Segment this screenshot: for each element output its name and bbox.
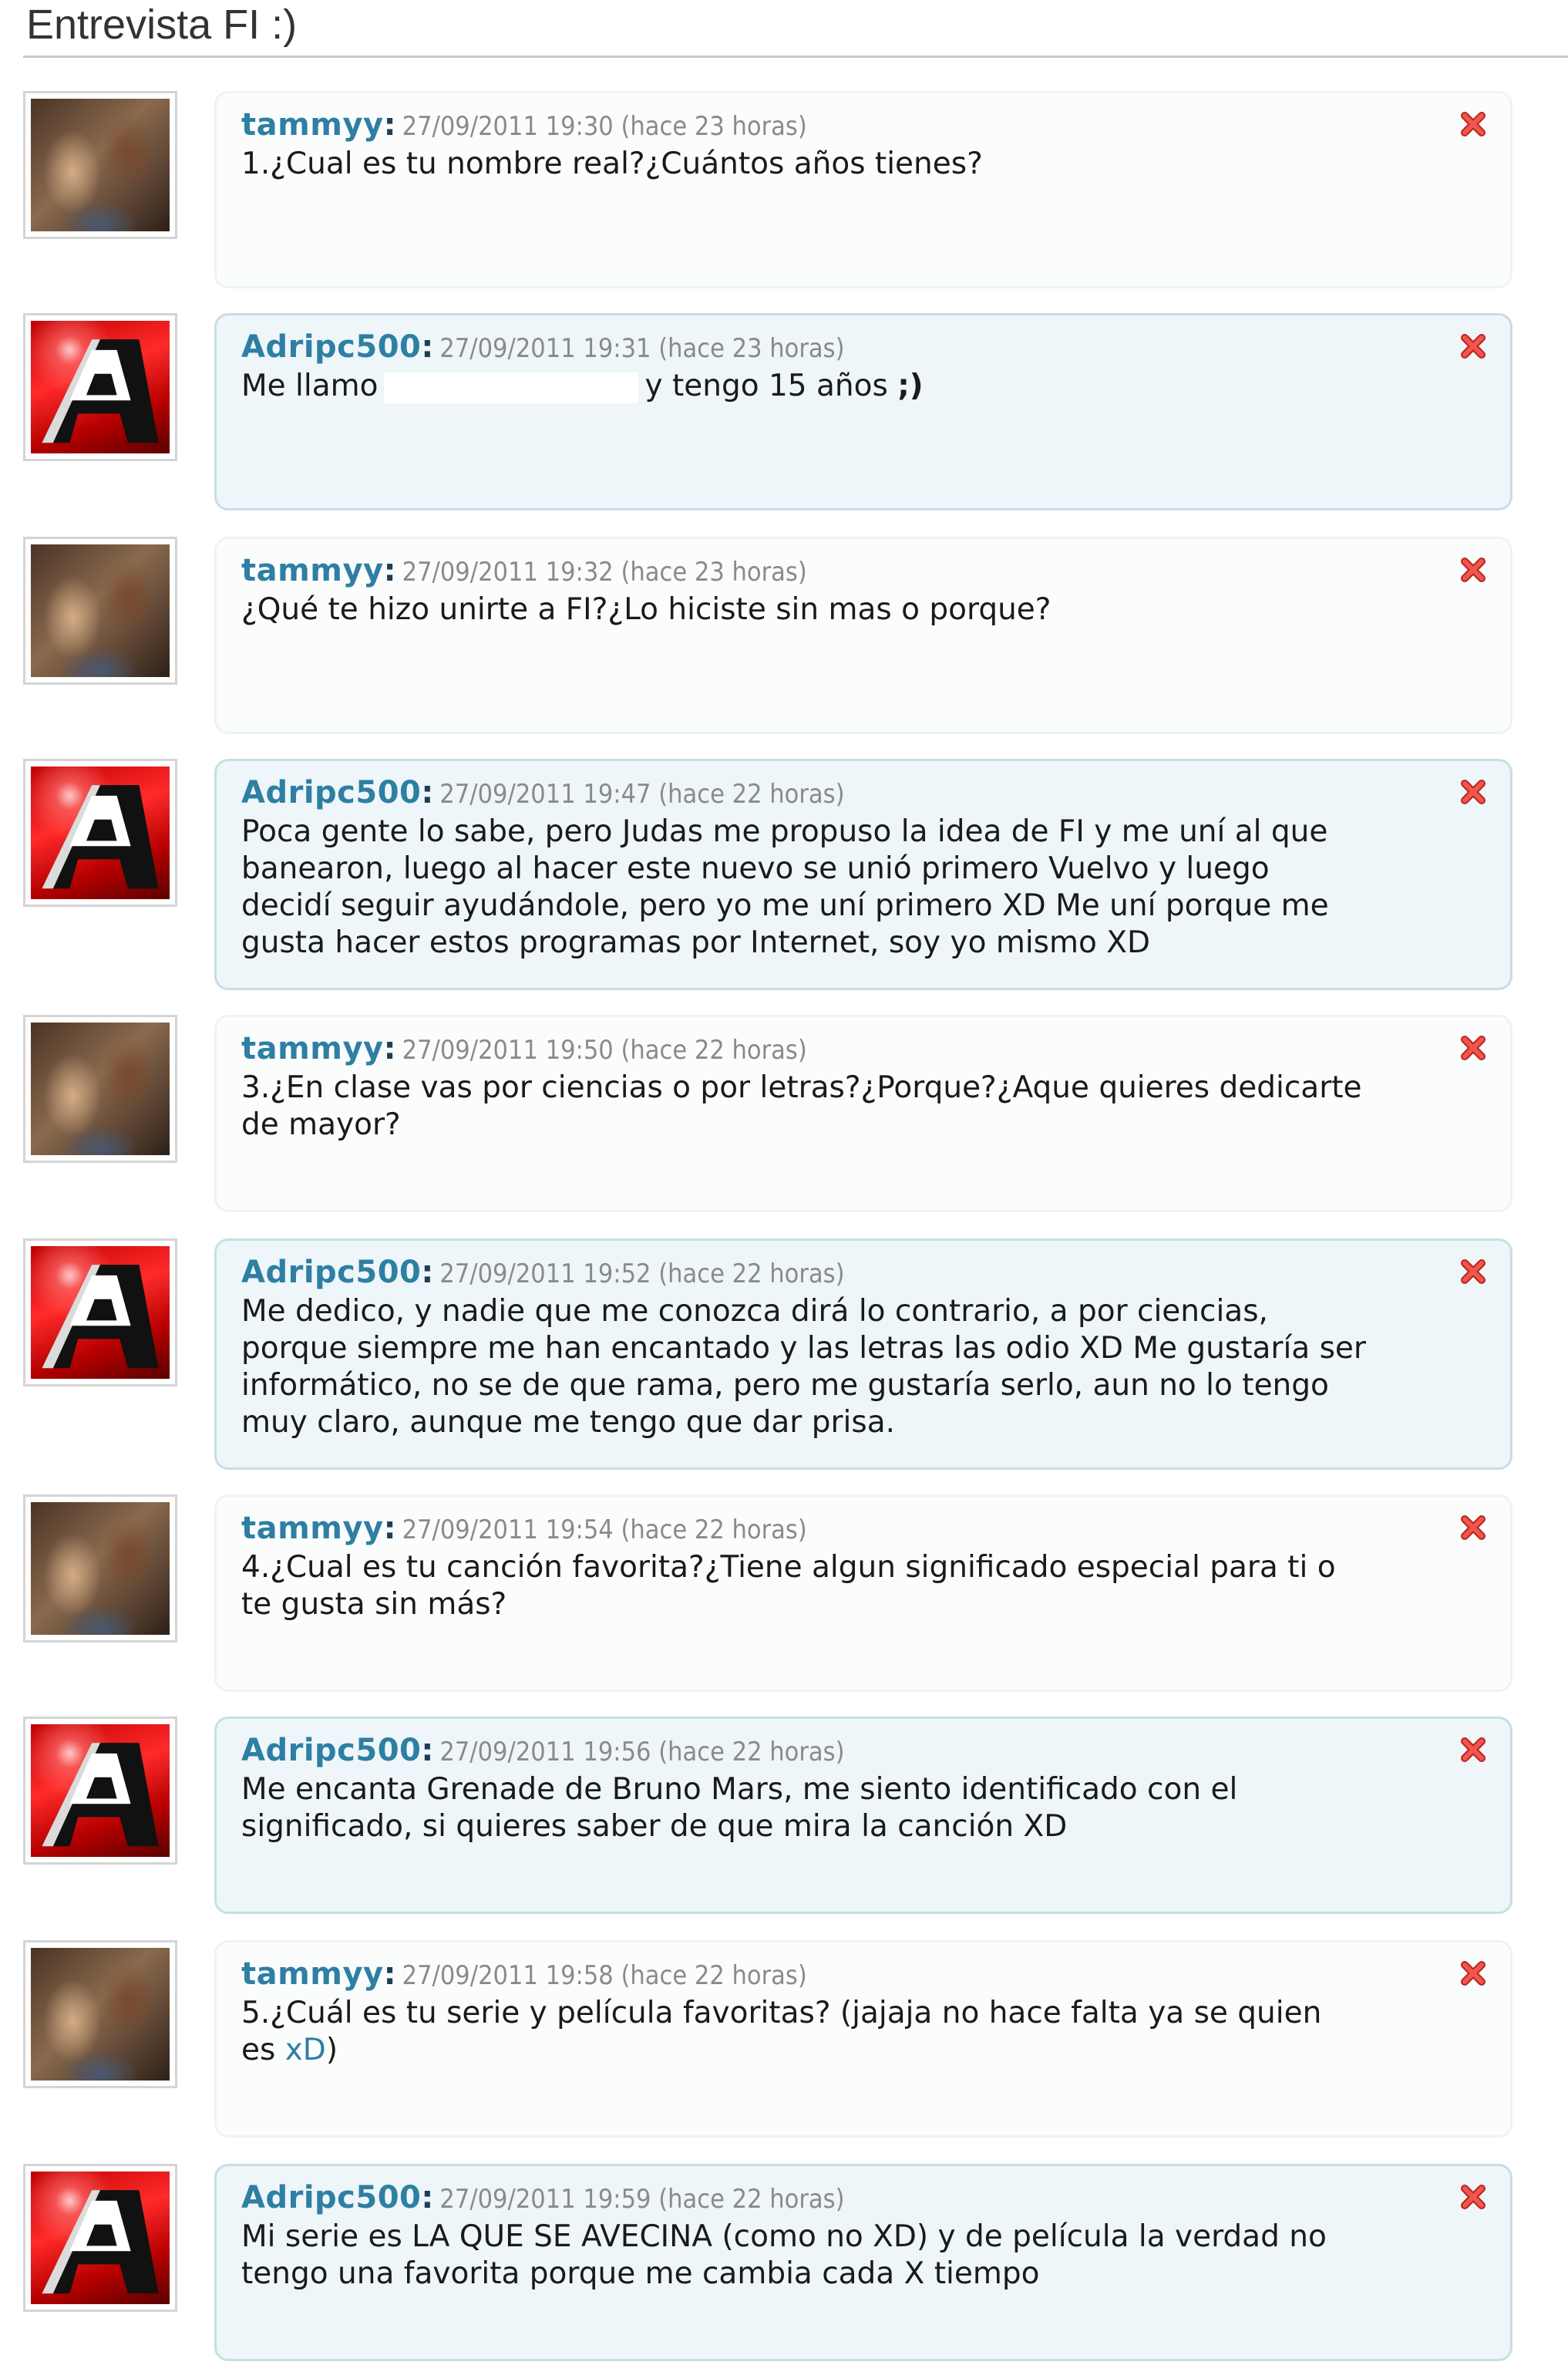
author-separator: :	[421, 1733, 434, 1768]
comment-item	[0, 91, 1568, 299]
delete-icon[interactable]	[1458, 554, 1489, 585]
comment-timestamp: 27/09/2011 19:50 (hace 22 horas)	[402, 1035, 807, 1066]
comment-timestamp: 27/09/2011 19:58 (hace 22 horas)	[402, 1960, 807, 1991]
author-separator: :	[383, 1031, 396, 1066]
avatar[interactable]	[23, 313, 177, 461]
comment-text-content: ¿Qué te hizo unirte a FI?¿Lo hiciste sin mas o porque?	[241, 592, 1052, 627]
author-separator: :	[383, 553, 396, 588]
author-link[interactable]: tammyy	[241, 1031, 384, 1066]
comment-bubble	[214, 1015, 1512, 1212]
comment-text-content: Me dedico, y nadie que me conozca dirá lo contrario, a por ciencias, porque siempre me han encantado y las letras las odio XD Me gustaría ser informático, no se de que rama, pero me gustaría serlo, aun no lo tengo muy claro, aunque me tengo que dar prisa.	[241, 1294, 1366, 1440]
delete-icon[interactable]	[1458, 1958, 1489, 1989]
comment-text	[241, 1995, 1498, 2069]
author-link[interactable]: tammyy	[241, 107, 384, 143]
avatar-image-adripc500	[31, 767, 170, 899]
avatar[interactable]	[23, 1940, 177, 2088]
comment-text	[241, 2219, 1498, 2293]
comment-timestamp: 27/09/2011 19:59 (hace 22 horas)	[439, 2184, 845, 2215]
avatar[interactable]	[23, 1238, 177, 1386]
comment-header	[241, 1956, 807, 1992]
comment-header	[241, 553, 807, 588]
comment-header	[241, 2180, 845, 2215]
delete-icon[interactable]	[1458, 109, 1489, 140]
avatar[interactable]	[23, 1494, 177, 1643]
comment-item	[0, 1940, 1568, 2148]
avatar[interactable]	[23, 91, 177, 239]
comment-header	[241, 1255, 845, 1290]
comment-text	[241, 814, 1498, 962]
comment-text-end: y tengo 15 años	[644, 369, 898, 403]
avatar-image-tammyy	[31, 1502, 170, 1635]
comment-timestamp: 27/09/2011 19:30 (hace 23 horas)	[402, 111, 807, 142]
comment-bubble	[214, 313, 1512, 510]
comment-bubble	[214, 1494, 1512, 1692]
comment-item	[0, 759, 1568, 967]
comment-item	[0, 313, 1568, 521]
comment-header	[241, 1733, 845, 1768]
avatar[interactable]	[23, 759, 177, 907]
comment-text	[241, 1070, 1498, 1144]
comment-text	[241, 591, 1498, 628]
author-link[interactable]: Adripc500	[241, 775, 422, 810]
page-title: Entrevista FI :)	[26, 2, 298, 48]
comment-item	[0, 2164, 1568, 2372]
comment-text	[241, 1293, 1498, 1441]
comment-bubble	[214, 1940, 1512, 2138]
comment-timestamp: 27/09/2011 19:54 (hace 22 horas)	[402, 1515, 807, 1545]
comment-item	[0, 1494, 1568, 1703]
comment-text-start: Me llamo	[241, 369, 379, 403]
comment-text-link[interactable]: xD	[284, 2033, 326, 2067]
author-separator: :	[421, 2180, 434, 2215]
comment-header	[241, 1031, 807, 1066]
avatar[interactable]	[23, 537, 177, 685]
author-separator: :	[383, 1511, 396, 1546]
redacted-name	[384, 372, 638, 403]
author-link[interactable]: tammyy	[241, 553, 384, 588]
comment-bubble	[214, 759, 1512, 990]
author-separator: :	[421, 775, 434, 810]
comment-text-content: Mi serie es LA QUE SE AVECINA (como no XD) y de película la verdad no tengo una favorita porque me cambia cada X tiempo	[241, 2219, 1327, 2291]
author-separator: :	[421, 1255, 434, 1290]
comment-header	[241, 329, 845, 365]
comment-bubble	[214, 91, 1512, 288]
delete-icon[interactable]	[1458, 1734, 1489, 1765]
author-link[interactable]: Adripc500	[241, 1733, 422, 1768]
comment-timestamp: 27/09/2011 19:47 (hace 22 horas)	[439, 779, 845, 810]
comment-text-content: Poca gente lo sabe, pero Judas me propuso la idea de FI y me uní al que banearon, luego al hacer este nuevo se unió primero Vuelvo y luego decidí seguir ayudándole, pero yo me uní primero XD Me uní porque me gusta hacer estos programas por Internet, soy yo mismo XD	[241, 814, 1329, 960]
letter-a-logo	[31, 2172, 170, 2304]
avatar-image-adripc500	[31, 1724, 170, 1857]
author-link[interactable]: Adripc500	[241, 2180, 422, 2215]
author-link[interactable]: tammyy	[241, 1511, 384, 1546]
comment-text	[241, 368, 1498, 405]
comment-header	[241, 775, 845, 810]
delete-icon[interactable]	[1458, 331, 1489, 362]
avatar-image-tammyy	[31, 1948, 170, 2081]
author-link[interactable]: Adripc500	[241, 1255, 422, 1290]
comment-item	[0, 1717, 1568, 1925]
author-separator: :	[421, 329, 434, 365]
comment-bubble	[214, 537, 1512, 734]
comment-text	[241, 1549, 1498, 1623]
avatar[interactable]	[23, 1717, 177, 1865]
comment-item	[0, 537, 1568, 745]
avatar-image-tammyy	[31, 1023, 170, 1155]
avatar-image-adripc500	[31, 2172, 170, 2304]
delete-icon[interactable]	[1458, 1256, 1489, 1287]
comment-text	[241, 146, 1498, 183]
comment-text-content: 4.¿Cual es tu canción favorita?¿Tiene algun significado especial para ti o te gusta sin más?	[241, 1550, 1336, 1622]
comment-bubble	[214, 2164, 1512, 2361]
comment-bubble	[214, 1717, 1512, 1914]
avatar-image-adripc500	[31, 321, 170, 453]
comment-item	[0, 1238, 1568, 1447]
delete-icon[interactable]	[1458, 2182, 1489, 2212]
comment-header	[241, 107, 807, 143]
comment-text	[241, 1771, 1498, 1845]
comment-timestamp: 27/09/2011 19:32 (hace 23 horas)	[402, 557, 807, 588]
avatar[interactable]	[23, 2164, 177, 2312]
comment-item	[0, 1015, 1568, 1223]
comment-text-start: 5.¿Cuál es tu serie y película favoritas? (jajaja no hace falta ya se quien es	[241, 1996, 1322, 2067]
comment-bubble	[214, 1238, 1512, 1470]
comment-timestamp: 27/09/2011 19:56 (hace 22 horas)	[439, 1737, 845, 1767]
comment-text-content: Me encanta Grenade de Bruno Mars, me siento identificado con el significado, si quieres saber de que mira la canción XD	[241, 1772, 1238, 1844]
comment-header	[241, 1511, 807, 1546]
letter-a-logo	[31, 321, 170, 453]
comment-text-content: 3.¿En clase vas por ciencias o por letras?¿Porque?¿Aque quieres dedicarte de mayor?	[241, 1070, 1362, 1142]
letter-a-logo	[31, 1724, 170, 1857]
letter-a-logo	[31, 767, 170, 899]
delete-icon[interactable]	[1458, 1033, 1489, 1063]
comment-text-content: 1.¿Cual es tu nombre real?¿Cuántos años tienes?	[241, 147, 983, 181]
author-separator: :	[383, 1956, 396, 1992]
delete-icon[interactable]	[1458, 777, 1489, 807]
avatar-image-adripc500	[31, 1246, 170, 1379]
comment-text-emoticon: ;)	[897, 369, 924, 403]
avatar-image-tammyy	[31, 544, 170, 677]
avatar-image-tammyy	[31, 99, 170, 231]
comment-text-end: )	[325, 2033, 338, 2067]
comment-timestamp: 27/09/2011 19:52 (hace 22 horas)	[439, 1258, 845, 1289]
delete-icon[interactable]	[1458, 1512, 1489, 1543]
comment-timestamp: 27/09/2011 19:31 (hace 23 horas)	[439, 333, 845, 364]
letter-a-logo	[31, 1246, 170, 1379]
author-link[interactable]: Adripc500	[241, 329, 422, 365]
avatar[interactable]	[23, 1015, 177, 1163]
author-link[interactable]: tammyy	[241, 1956, 384, 1992]
author-separator: :	[383, 107, 396, 143]
